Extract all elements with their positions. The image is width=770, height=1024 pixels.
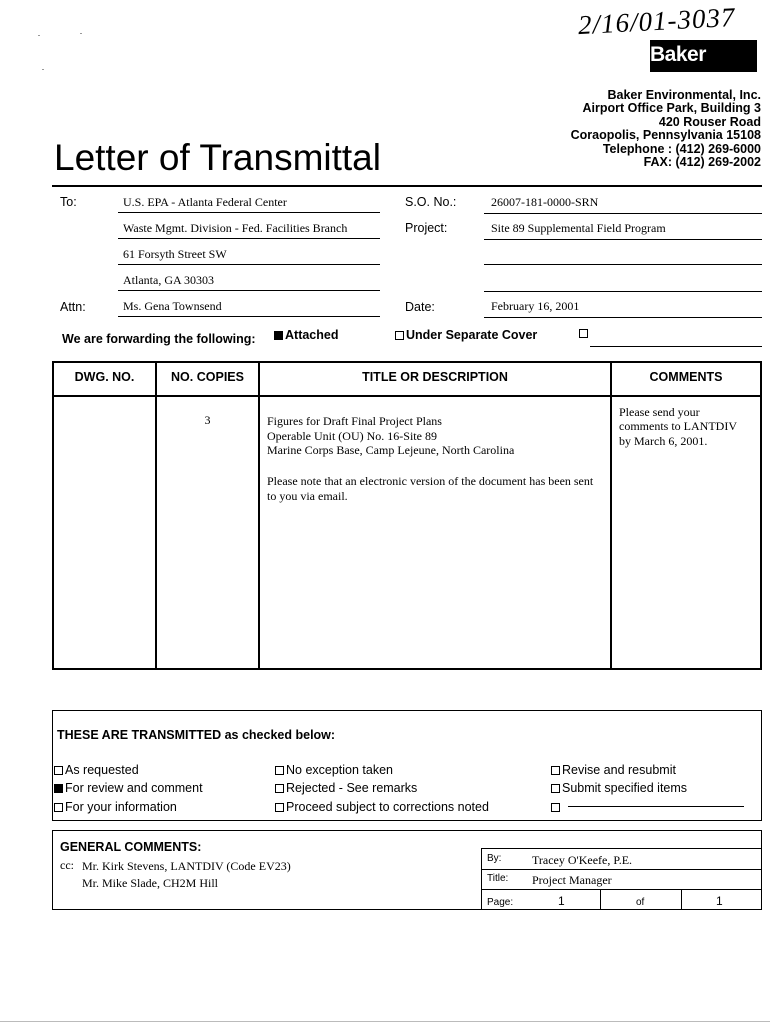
to-line: Atlanta, GA 30303	[123, 273, 214, 287]
cc-label: cc:	[60, 858, 74, 872]
logo-text: Baker	[650, 43, 706, 66]
date-value: February 16, 2001	[491, 299, 580, 313]
field-underline	[484, 291, 762, 292]
checkbox-icon[interactable]	[579, 329, 588, 338]
transmitted-column-3	[551, 761, 687, 816]
field-underline	[118, 212, 380, 213]
comment-line: Please send your	[619, 405, 700, 419]
by-value: Tracey O'Keefe, P.E.	[532, 853, 633, 867]
description-line: Operable Unit (OU) No. 16-Site 89	[267, 428, 437, 443]
forwarding-option-separate[interactable]: Under Separate Cover	[395, 328, 537, 342]
option-proceed-corrections[interactable]: Proceed subject to corrections noted	[275, 798, 489, 816]
baker-logo	[650, 40, 757, 72]
table-header-rule	[52, 395, 762, 397]
attn-value: Ms. Gena Townsend	[123, 299, 222, 313]
checkbox-icon[interactable]	[275, 803, 284, 812]
cell-comments	[619, 405, 737, 448]
company-address-line: Coraopolis, Pennsylvania 15108	[570, 128, 761, 143]
field-underline	[484, 317, 762, 318]
general-comments-heading: GENERAL COMMENTS:	[60, 840, 202, 854]
field-underline	[118, 316, 380, 317]
so-no-value: 26007-181-0000-SRN	[491, 195, 599, 209]
description-line: Figures for Draft Final Project Plans	[267, 414, 442, 428]
cell-description	[267, 414, 514, 458]
signature-rule	[681, 889, 682, 910]
field-underline	[118, 264, 380, 265]
project-label: Project:	[405, 221, 448, 235]
company-telephone: Telephone : (412) 269-6000	[602, 141, 761, 156]
title-rule	[52, 185, 762, 187]
table-column-rule	[258, 361, 260, 670]
signature-rule	[600, 889, 601, 910]
to-line: 61 Forsyth Street SW	[123, 247, 227, 261]
signature-rule	[481, 889, 762, 890]
document-title: Letter of Transmittal	[54, 137, 381, 178]
table-header-comments: COMMENTS	[649, 370, 723, 384]
checkbox-icon[interactable]	[54, 766, 63, 775]
title-value: Project Manager	[532, 873, 612, 887]
table-header-copies: NO. COPIES	[171, 370, 244, 384]
option-review-comment[interactable]: For review and comment	[54, 779, 203, 797]
checkbox-icon[interactable]	[551, 766, 560, 775]
field-underline	[568, 806, 744, 807]
field-underline	[484, 213, 762, 214]
field-underline	[590, 346, 762, 347]
signature-rule	[481, 869, 762, 870]
project-value: Site 89 Supplemental Field Program	[491, 221, 666, 235]
option-as-requested[interactable]: As requested	[54, 761, 203, 779]
description-line: Marine Corps Base, Camp Lejeune, North Carolina	[267, 443, 515, 458]
to-label: To:	[60, 195, 77, 209]
scan-edge	[0, 1021, 770, 1022]
company-address-line: 420 Rouser Road	[658, 114, 761, 129]
cell-copies: 3	[204, 413, 211, 427]
field-underline	[484, 264, 762, 265]
title-label: Title:	[487, 873, 509, 884]
company-name: Baker Environmental, Inc.	[607, 88, 761, 102]
date-label: Date:	[405, 300, 435, 314]
forwarding-option-attached[interactable]: Attached	[274, 328, 338, 342]
field-underline	[118, 238, 380, 239]
to-line: U.S. EPA - Atlanta Federal Center	[123, 195, 287, 209]
checkbox-icon[interactable]	[275, 766, 284, 775]
transmitted-heading: THESE ARE TRANSMITTED as checked below:	[57, 728, 336, 742]
checkbox-icon[interactable]	[551, 803, 560, 812]
checkbox-checked-icon[interactable]	[54, 784, 63, 793]
so-no-label: S.O. No.:	[405, 195, 457, 209]
transmitted-column-1	[54, 761, 203, 816]
company-address-block	[571, 89, 761, 169]
by-label: By:	[487, 853, 502, 864]
field-underline	[118, 290, 380, 291]
checkbox-icon[interactable]	[551, 784, 560, 793]
table-header-description: TITLE OR DESCRIPTION	[362, 370, 508, 384]
forwarding-option-other[interactable]	[579, 326, 590, 340]
cc-line: Mr. Mike Slade, CH2M Hill	[82, 876, 219, 890]
table-column-rule	[155, 361, 157, 670]
field-underline	[484, 239, 762, 240]
company-fax: FAX: (412) 269-2002	[643, 155, 761, 170]
page-value: 1	[558, 894, 565, 908]
page-label: Page:	[487, 897, 514, 908]
scan-speck	[38, 35, 40, 36]
option-no-exception[interactable]: No exception taken	[275, 761, 489, 779]
checkbox-icon[interactable]	[54, 803, 63, 812]
table-column-rule	[610, 361, 612, 670]
option-revise-resubmit[interactable]: Revise and resubmit	[551, 761, 687, 779]
option-submit-items[interactable]: Submit specified items	[551, 779, 687, 797]
scan-speck	[80, 33, 82, 34]
option-rejected[interactable]: Rejected - See remarks	[275, 779, 489, 797]
note-line: Please note that an electronic version of the document has been sent	[267, 474, 594, 488]
signature-rule	[481, 848, 762, 849]
cc-list	[82, 858, 291, 892]
checkbox-icon[interactable]	[275, 784, 284, 793]
transmitted-column-2	[275, 761, 489, 816]
company-address-line: Airport Office Park, Building 3	[582, 101, 761, 116]
note-line: to you via email.	[267, 489, 348, 503]
cc-line: Mr. Kirk Stevens, LANTDIV (Code EV23)	[82, 859, 291, 873]
option-your-information[interactable]: For your information	[54, 798, 203, 816]
comment-line: comments to LANTDIV	[619, 419, 737, 434]
checkbox-icon[interactable]	[395, 331, 404, 340]
signature-rule	[481, 848, 482, 910]
forwarding-label: We are forwarding the following:	[62, 332, 256, 346]
checkbox-checked-icon[interactable]	[274, 331, 283, 340]
attn-label: Attn:	[60, 300, 86, 314]
of-label: of	[636, 897, 645, 908]
scan-speck	[42, 69, 44, 70]
to-line: Waste Mgmt. Division - Fed. Facilities Branch	[123, 221, 348, 235]
comment-line: by March 6, 2001.	[619, 433, 708, 448]
handwritten-document-id: 2/16/01-3037	[577, 1, 737, 41]
cell-description-note	[267, 474, 593, 504]
of-value: 1	[716, 894, 723, 908]
table-header-dwg-no: DWG. NO.	[74, 370, 135, 384]
